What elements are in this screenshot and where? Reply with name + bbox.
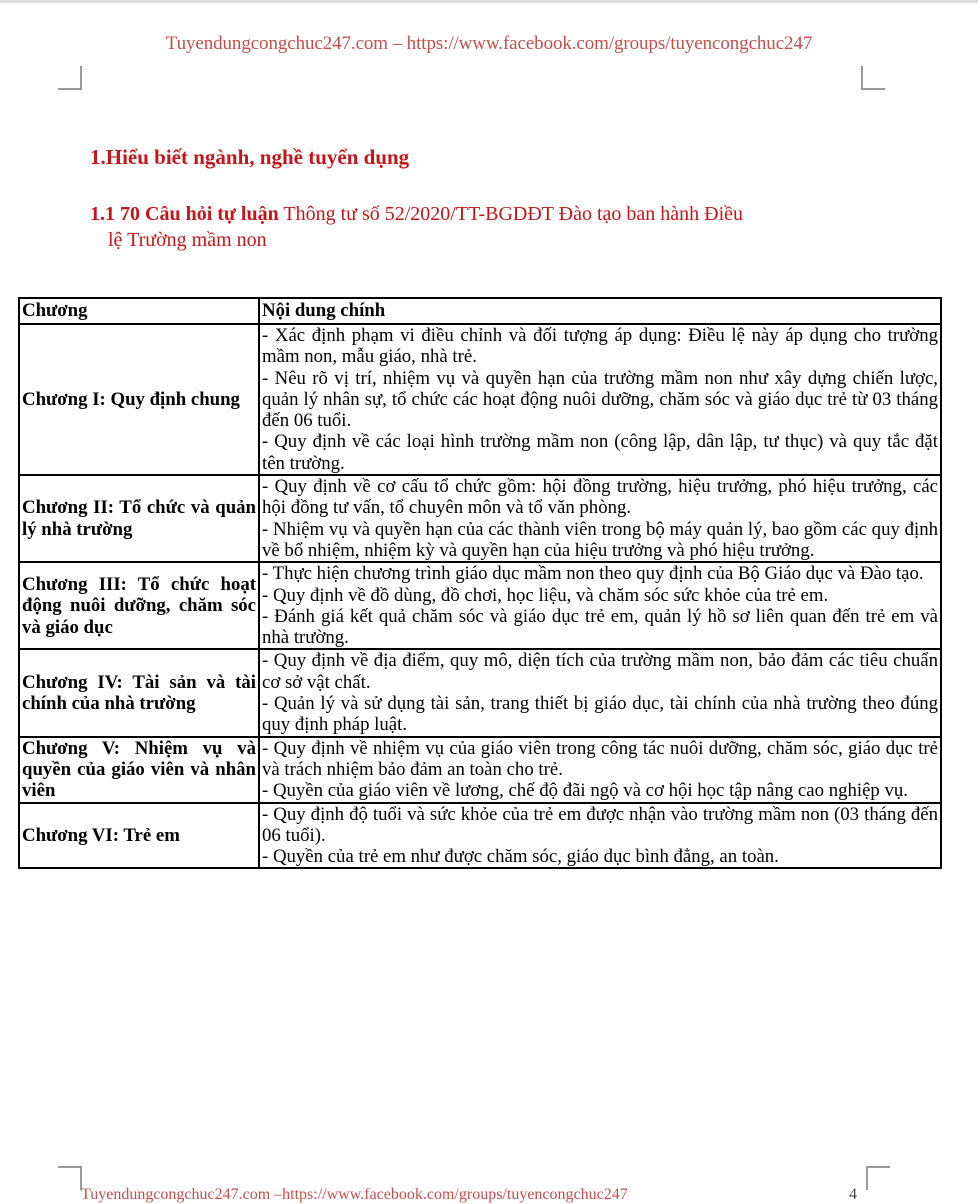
content-line: - Nhiệm vụ và quyền hạn của các thành viên trong bộ máy quản lý, bao gồm các quy định về bổ nhiệm, nhiệm kỳ và quyền hạn của hiệu trưởng và phó hiệu trưởng. [262,518,938,561]
header-chapter: Chương [19,298,259,324]
chapter-cell: Chương V: Nhiệm vụ và quyền của giáo viên và nhân viên [19,737,259,803]
table-header-row [19,298,941,324]
content-line: - Xác định phạm vi điều chỉnh và đối tượng áp dụng: Điều lệ này áp dụng cho trường mầm non, mẫu giáo, nhà trẻ. [262,325,938,368]
content-line: - Quy định độ tuổi và sức khỏe của trẻ em được nhận vào trường mầm non (03 tháng đến 06 tuổi). [262,803,938,846]
table-row [19,562,941,649]
header-content: Nội dung chính [259,298,941,324]
content-line: - Nêu rõ vị trí, nhiệm vụ và quyền hạn của trường mầm non như xây dựng chiến lược, quản lý nhân sự, tổ chức các hoạt động nuôi dưỡng, chăm sóc và giáo dục trẻ từ 03 tháng đến 06 tuổi. [262,367,938,432]
header-link[interactable]: Tuyendungcongchuc247.com – https://www.facebook.com/groups/tuyencongchuc247 [165,33,813,54]
content-cell [259,324,941,475]
content-cell [259,649,941,736]
chapter-cell: Chương III: Tổ chức hoạt động nuôi dưỡng, chăm sóc và giáo dục [19,562,259,649]
subtitle-line-2: lệ Trường mầm non [108,229,267,251]
chapter-cell: Chương IV: Tài sản và tài chính của nhà trường [19,649,259,736]
crop-mark-top-left [58,66,82,90]
page-number: 4 [849,1186,857,1203]
content-cell [259,737,941,803]
content-line: - Quy định về cơ cấu tổ chức gồm: hội đồng trường, hiệu trưởng, phó hiệu trưởng, các hội đồng tư vấn, tổ chuyên môn và tổ văn phòng. [262,476,938,519]
crop-mark-bottom-left [58,1166,82,1190]
content-line: - Quyền của trẻ em như được chăm sóc, giáo dục bình đẳng, an toàn. [262,846,779,868]
content-line: - Quy định về các loại hình trường mầm non (công lập, dân lập, tư thục) và quy tắc đặt tên trường. [262,431,938,474]
chapter-cell: Chương II: Tổ chức và quản lý nhà trường [19,475,259,562]
table-row [19,803,941,869]
content-line: - Quyền của giáo viên về lương, chế độ đãi ngộ và cơ hội học tập nâng cao nghiệp vụ. [262,780,908,802]
chapter-cell: Chương VI: Trẻ em [19,803,259,869]
chapter-cell: Chương I: Quy định chung [19,324,259,475]
footer-link[interactable]: Tuyendungcongchuc247.com –https://www.facebook.com/groups/tuyencongchuc247 [81,1186,628,1203]
content-cell [259,803,941,869]
table-row [19,649,941,736]
crop-mark-bottom-right [866,1166,890,1190]
section-subtitle [90,201,870,253]
subtitle-line-1: Thông tư số 52/2020/TT-BGDĐT Đào tạo ban hành Điều [278,203,744,225]
content-line: - Quản lý và sử dụng tài sản, trang thiết bị giáo dục, tài chính của nhà trường theo đúng quy định pháp luật. [262,693,938,736]
table-row [19,737,941,803]
window-top-edge [0,0,978,3]
crop-mark-top-right [861,66,885,90]
content-line: - Đánh giá kết quả chăm sóc và giáo dục trẻ em, quản lý hồ sơ liên quan đến trẻ em và nhà trường. [262,605,938,649]
table-row [19,324,941,475]
table-row [19,475,941,562]
subtitle-bold: 1.1 70 Câu hỏi tự luận [90,203,279,225]
content-line: - Quy định về đồ dùng, đồ chơi, học liệu, và chăm sóc sức khỏe của trẻ em. [262,584,829,606]
chapter-table [18,297,942,869]
content-line: - Thực hiện chương trình giáo dục mầm non theo quy định của Bộ Giáo dục và Đào tạo. [262,563,924,585]
content-line: - Quy định về nhiệm vụ của giáo viên trong công tác nuôi dưỡng, chăm sóc, giáo dục trẻ và trách nhiệm bảo đảm an toàn cho trẻ. [262,737,938,780]
content-cell [259,475,941,562]
content-line: - Quy định về địa điểm, quy mô, diện tích của trường mầm non, bảo đảm các tiêu chuẩn cơ sở vật chất. [262,650,938,693]
section-title: 1.Hiểu biết ngành, nghề tuyển dụng [90,145,410,169]
content-cell [259,562,941,649]
